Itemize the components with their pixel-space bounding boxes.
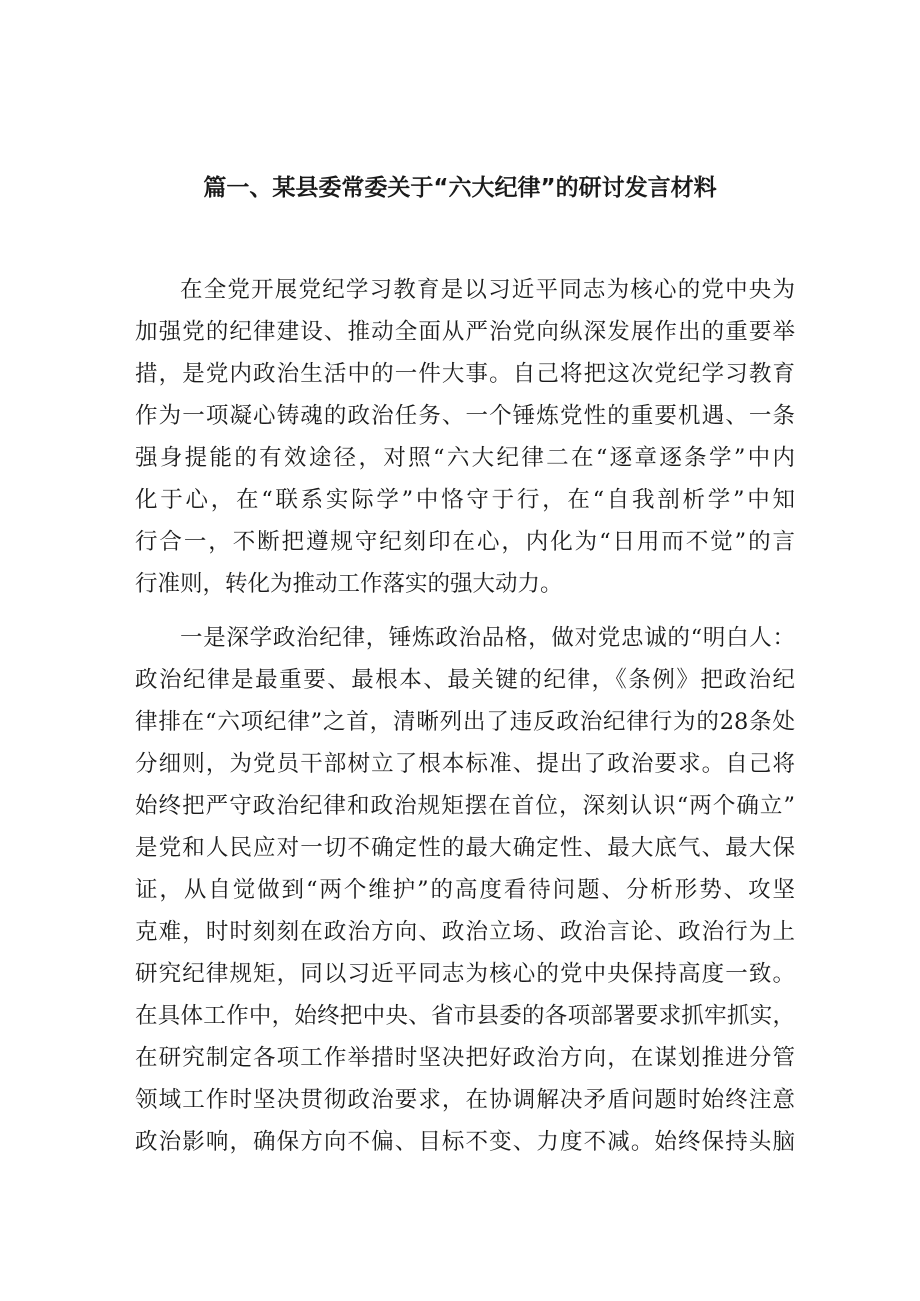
paragraph-line: 行合一，不断把遵规守纪刻印在心，内化为“日用而不觉”的言 [135, 529, 795, 555]
paragraph-line: 政治影响，确保方向不偏、目标不变、力度不减。始终保持头脑 [135, 1129, 795, 1155]
paragraph-line: 作为一项凝心铸魂的政治任务、一个锤炼党性的重要机遇、一条 [135, 403, 795, 429]
paragraph-line: 研究纪律规矩，同以习近平同志为核心的党中央保持高度一致。 [135, 961, 795, 987]
paragraph-line: 政治纪律是最重要、最根本、最关键的纪律，《条例》把政治纪 [135, 667, 795, 693]
paragraph-line: 律排在“六项纪律”之首，清晰列出了违反政治纪律行为的28条处 [135, 709, 795, 735]
paragraph-line: 分细则，为党员干部树立了根本标准、提出了政治要求。自己将 [135, 751, 795, 777]
paragraph-line: 在具体工作中，始终把中央、省市县委的各项部署要求抓牢抓实， [135, 1003, 795, 1029]
paragraph-line: 行准则，转化为推动工作落实的强大动力。 [135, 571, 563, 597]
paragraph-line: 一是深学政治纪律，锤炼政治品格，做对党忠诚的“明白人： [180, 625, 795, 651]
paragraph-line: 克难，时时刻刻在政治方向、政治立场、政治言论、政治行为上 [135, 919, 795, 945]
paragraph-line: 是党和人民应对一切不确定性的最大确定性、最大底气、最大保 [135, 835, 795, 861]
paragraph-line: 领域工作时坚决贯彻政治要求，在协调解决矛盾问题时始终注意 [135, 1087, 795, 1113]
paragraph-line: 证，从自觉做到“两个维护”的高度看待问题、分析形势、攻坚 [135, 877, 795, 903]
paragraph-line: 始终把严守政治纪律和政治规矩摆在首位，深刻认识“两个确立” [135, 793, 795, 819]
paragraph-line: 强身提能的有效途径，对照“六大纪律二在“逐章逐条学”中内 [135, 445, 795, 471]
paragraph-line: 在研究制定各项工作举措时坚决把好政治方向，在谋划推进分管 [135, 1045, 795, 1071]
paragraph-line: 加强党的纪律建设、推动全面从严治党向纵深发展作出的重要举 [135, 319, 795, 345]
paragraph-line: 措，是党内政治生活中的一件大事。自己将把这次党纪学习教育 [135, 361, 795, 387]
paragraph-line: 在全党开展党纪学习教育是以习近平同志为核心的党中央为 [180, 277, 795, 303]
paragraph-line: 化于心，在“联系实际学”中恪守于行，在“自我剖析学”中知 [135, 487, 795, 513]
document-title: 篇一、某县委常委关于“六大纪律”的研讨发言材料 [203, 175, 717, 201]
